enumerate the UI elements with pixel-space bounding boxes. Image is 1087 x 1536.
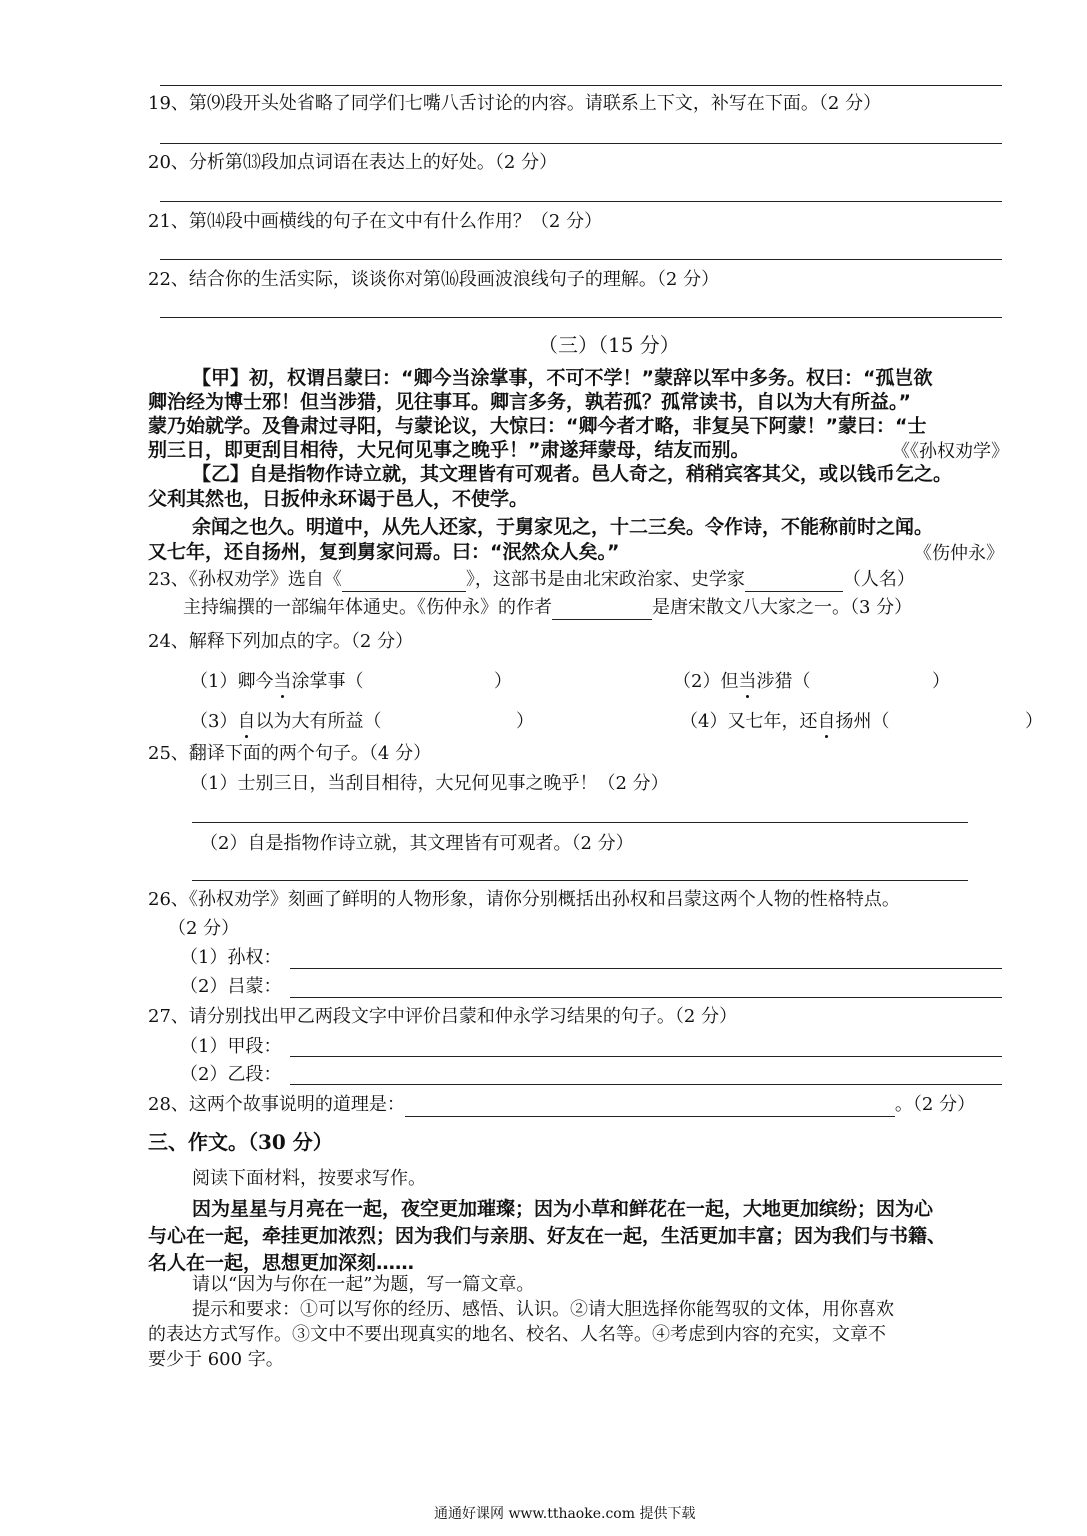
q24-item-text: （3） bbox=[190, 711, 238, 732]
dotted-char: 当 bbox=[738, 671, 757, 692]
q23-text-e: 是唐宋散文八大家之一。（3 分） bbox=[652, 597, 913, 618]
passage-yi-source: 《伤仲永》 bbox=[914, 543, 1004, 564]
answer-line bbox=[160, 85, 1002, 86]
q24-item-2 bbox=[673, 670, 810, 694]
passage-jia-line-1: 【甲】初，权谓吕蒙曰：“卿今当涂掌事，不可不学！”蒙辞以军中多务。权曰：“孤岂欲 bbox=[192, 367, 933, 389]
answer-line[interactable] bbox=[290, 997, 1002, 998]
q24-close-paren: ） bbox=[516, 711, 534, 732]
q24-item-text: （1）卿今 bbox=[190, 671, 274, 692]
essay-intro: 阅读下面材料，按要求写作。 bbox=[192, 1168, 426, 1189]
question-28 bbox=[148, 1093, 975, 1117]
q26-label-sunquan: （1）孙权： bbox=[180, 947, 282, 968]
q25-sentence-2: （2）自是指物作诗立就，其文理皆有可观者。（2 分） bbox=[200, 833, 634, 854]
answer-line[interactable] bbox=[290, 1084, 1002, 1085]
q23-text-c: （人名） bbox=[842, 569, 915, 590]
passage-jia-line-2: 卿治经为博士邪！但当涉猎，见往事耳。卿言多务，孰若孤？孤常读书，自以为大有所益。” bbox=[148, 391, 911, 413]
q25-sentence-1: （1）士别三日，当刮目相待，大兄何见事之晚乎！（2 分） bbox=[190, 773, 669, 794]
answer-line[interactable] bbox=[290, 968, 1002, 969]
q24-close-paren: ） bbox=[1025, 711, 1043, 732]
q24-close-paren: ） bbox=[932, 671, 950, 692]
q24-close-paren: ） bbox=[494, 671, 512, 692]
question-23-line-2 bbox=[183, 596, 912, 620]
answer-line bbox=[160, 317, 1002, 318]
q28-text-a: 28、这两个故事说明的道理是： bbox=[148, 1094, 405, 1115]
q24-item-text: （4）又七年，还 bbox=[680, 711, 818, 732]
answer-blank[interactable] bbox=[405, 1096, 895, 1117]
essay-requirement-line-2: 的表达方式写作。③文中不要出现真实的地名、校名、人名等。④考虑到内容的充实，文章不 bbox=[148, 1324, 886, 1345]
q24-item-text: 以为大有所益（ bbox=[255, 711, 382, 732]
section-title: （三）（15 分） bbox=[538, 333, 680, 357]
passage-jia-source: 《《孙权劝学》 bbox=[892, 441, 1009, 462]
page-footer: 通通好课网 www.tthaoke.com 提供下载 bbox=[434, 1506, 696, 1522]
question-23-line-1 bbox=[148, 568, 915, 592]
answer-line bbox=[160, 259, 1002, 260]
passage-yi-line-4: 又七年，还自扬州，复到舅家问焉。曰：“泯然众人矣。” bbox=[148, 541, 620, 563]
q23-text-a: 23、《孙权劝学》选自《 bbox=[148, 569, 342, 590]
answer-line[interactable] bbox=[192, 822, 968, 823]
question-21: 21、第⒁段中画横线的句子在文中有什么作用？（2 分） bbox=[148, 211, 603, 232]
question-26-title: 26、《孙权劝学》刻画了鲜明的人物形象，请你分别概括出孙权和吕蒙这两个人物的性格特点。 bbox=[148, 889, 900, 910]
q24-item-3 bbox=[190, 710, 381, 734]
dotted-char: 当 bbox=[273, 671, 292, 692]
passage-jia-line-3: 蒙乃始就学。及鲁肃过寻阳，与蒙论议，大惊曰：“卿今者才略，非复吴下阿蒙！”蒙曰：“士 bbox=[148, 415, 927, 437]
question-25-title: 25、翻译下面的两个句子。（4 分） bbox=[148, 743, 432, 764]
answer-line bbox=[160, 201, 1002, 202]
answer-blank[interactable] bbox=[342, 571, 466, 592]
dotted-char: 自 bbox=[237, 711, 256, 732]
q28-text-b: 。（2 分） bbox=[894, 1094, 976, 1115]
q24-item-text: （2）但 bbox=[673, 671, 739, 692]
question-19: 19、第⑼段开头处省略了同学们七嘴八舌讨论的内容。请联系上下文，补写在下面。（2 分） bbox=[148, 93, 882, 114]
answer-blank[interactable] bbox=[552, 599, 652, 620]
q24-item-text: 扬州（ bbox=[835, 711, 890, 732]
q23-text-b: 》，这部书是由北宋政治家、史学家 bbox=[465, 569, 745, 590]
q27-label-jia: （1）甲段： bbox=[180, 1036, 282, 1057]
answer-line[interactable] bbox=[290, 1056, 1002, 1057]
essay-material-line-2: 与心在一起，牵挂更加浓烈；因为我们与亲朋、好友在一起，生活更加丰富；因为我们与书籍、 bbox=[148, 1225, 947, 1247]
question-24-title: 24、解释下列加点的字。（2 分） bbox=[148, 631, 414, 652]
passage-yi-line-2: 父利其然也，日扳仲永环谒于邑人，不使学。 bbox=[148, 488, 529, 510]
question-22: 22、结合你的生活实际，谈谈你对第⒃段画波浪线句子的理解。（2 分） bbox=[148, 269, 720, 290]
answer-blank[interactable] bbox=[745, 571, 843, 592]
answer-line bbox=[160, 143, 1002, 144]
essay-material-line-1: 因为星星与月亮在一起，夜空更加璀璨；因为小草和鲜花在一起，大地更加缤纷；因为心 bbox=[192, 1198, 934, 1220]
question-27-title: 27、请分别找出甲乙两段文字中评价吕蒙和仲永学习结果的句子。（2 分） bbox=[148, 1006, 738, 1027]
essay-material-line-3: 名人在一起，思想更加深刻…… bbox=[148, 1252, 415, 1274]
q24-item-text: 涂掌事（ bbox=[291, 671, 364, 692]
q24-item-text: 涉猎（ bbox=[756, 671, 811, 692]
passage-yi-line-1: 【乙】自是指物作诗立就，其文理皆有可观者。邑人奇之，稍稍宾客其父，或以钱币乞之。 bbox=[192, 463, 953, 485]
q27-label-yi: （2）乙段： bbox=[180, 1064, 282, 1085]
question-20: 20、分析第⒀段加点词语在表达上的好处。（2 分） bbox=[148, 152, 558, 173]
dotted-char: 自 bbox=[817, 711, 836, 732]
essay-requirement-line-3: 要少于 600 字。 bbox=[148, 1349, 284, 1370]
passage-jia-line-4: 别三日，即更刮目相待，大兄何见事之晚乎！”肃遂拜蒙母，结友而别。 bbox=[148, 439, 750, 461]
answer-line[interactable] bbox=[192, 880, 968, 881]
question-26-score: （2 分） bbox=[168, 918, 240, 939]
essay-requirement-line-1: 提示和要求：①可以写你的经历、感悟、认识。②请大胆选择你能驾驭的文体，用你喜欢 bbox=[192, 1299, 894, 1320]
q24-item-1 bbox=[190, 670, 363, 694]
q24-item-4 bbox=[680, 710, 889, 734]
essay-heading: 三、作文。（30 分） bbox=[148, 1130, 333, 1154]
essay-topic: 请以“因为与你在一起”为题，写一篇文章。 bbox=[192, 1274, 535, 1295]
q23-text-d: 主持编撰的一部编年体通史。《伤仲永》的作者 bbox=[183, 597, 552, 618]
q26-label-lumeng: （2）吕蒙： bbox=[180, 976, 282, 997]
passage-yi-line-3: 余闻之也久。明道中，从先人还家，于舅家见之，十二三矣。令作诗，不能称前时之闻。 bbox=[192, 516, 934, 538]
